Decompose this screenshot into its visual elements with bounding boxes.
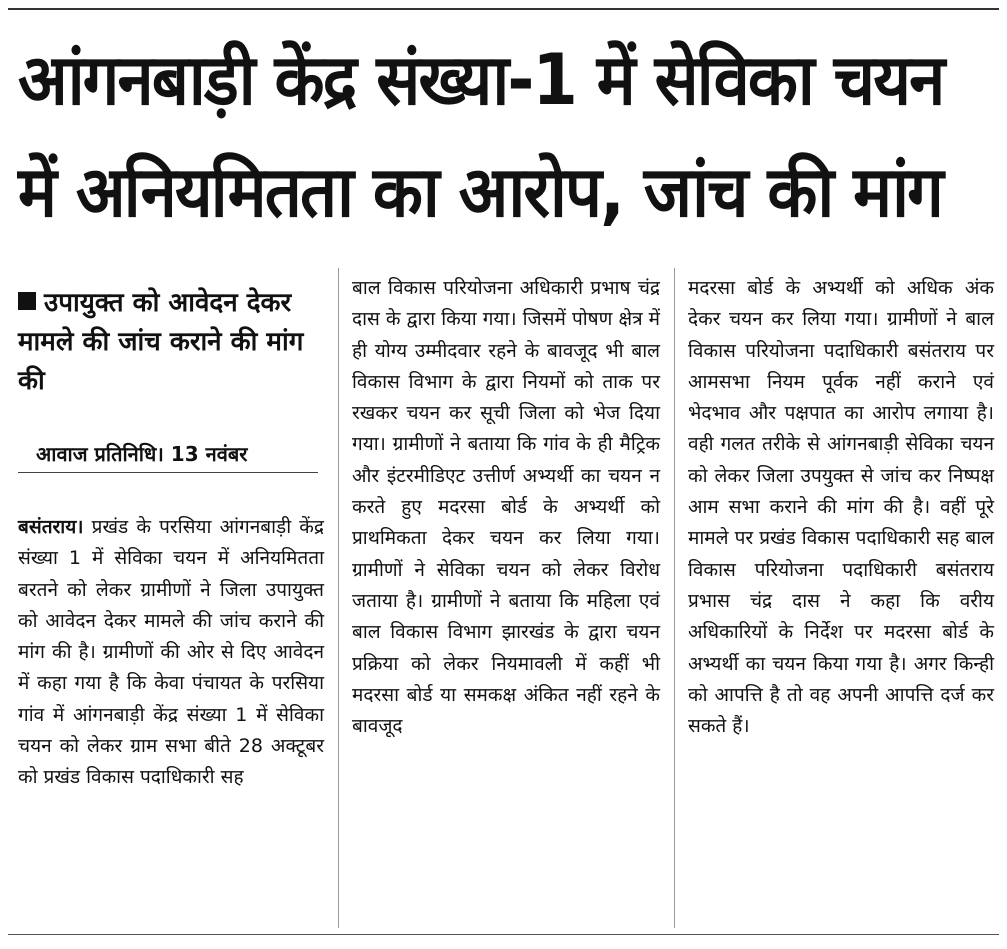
column-divider (674, 268, 675, 928)
column-1-text: प्रखंड के परसिया आंगनबाड़ी केंद्र संख्या 1 में सेविका चयन में अनियमितता बरतने को लेकर ग्रामीणों ने जिला उपायुक्त को आवेदन देकर मामले की जांच कराने की मांग की है। ग्रामीणों की ओर से दिए आवेदन में कहा गया है कि केवा पंचायत के परसिया गांव में आंगनबाड़ी केंद्र संख्या 1 में सेविका चयन को लेकर ग्राम सभा बीते 28 अक्टूबर को प्रखंड विकास पदाधिकारी सह (18, 516, 324, 789)
headline-line-1: आंगनबाड़ी केंद्र संख्या-1 में सेविका चयन (18, 39, 944, 121)
column-2-text: बाल विकास परियोजना अधिकारी प्रभाष चंद्र दास के द्वारा किया गया। जिसमें पोषण क्षेत्र में ही योग्य उम्मीदवार रहने के बावजूद भी बाल विकास विभाग के द्वारा नियमों को ताक पर रखकर चयन कर सूची जिला को भेज दिया गया। ग्रामीणों ने बताया कि गांव के ही मैट्रिक और इंटरमीडिएट उत्तीर्ण अभ्यर्थी का चयन न करते हुए मदरसा बोर्ड के अभ्यर्थी को प्राथमिकता देकर चयन कर लिया गया। ग्रामीणों ने सेविका चयन को लेकर विरोध जताया है। ग्रामीणों ने बताया कि महिला एवं बाल विकास विभाग झारखंड के द्वारा चयन प्रक्रिया को लेकर नियमावली में कहीं भी मदरसा बोर्ड या समकक्ष अंकित नहीं रहने के बावजूद (352, 277, 660, 738)
article-column-3 (688, 273, 994, 742)
column-3-text: मदरसा बोर्ड के अभ्यर्थी को अधिक अंक देकर चयन कर लिया गया। ग्रामीणों ने बाल विकास परियोजना पदाधिकारी बसंतराय पर आमसभा नियम पूर्वक नहीं कराने एवं भेदभाव और पक्षपात का आरोप लगाया है। वही गलत तरीके से आंगनबाड़ी सेविका चयन को लेकर जिला उपयुक्त से जांच कर निष्पक्ष आम सभा कराने की मांग की है। वहीं पूरे मामले पर प्रखंड विकास पदाधिकारी सह बाल विकास परियोजना पदाधिकारी बसंतराय प्रभास चंद्र दास ने कहा कि वरीय अधिकारियों के निर्देश पर मदरसा बोर्ड के अभ्यर्थी का चयन किया गया है। अगर किन्ही को आपत्ति है तो वह अपनी आपत्ति दर्ज कर सकते हैं। (688, 277, 994, 738)
bottom-rule (8, 934, 999, 935)
dateline: बसंतराय। (18, 516, 84, 538)
article-column-2 (352, 273, 660, 742)
column-divider (338, 268, 339, 928)
article-column-1 (18, 512, 324, 794)
headline-line-2: में अनियमितता का आरोप, जांच की मांग (18, 151, 942, 233)
headline (18, 24, 944, 248)
top-rule (8, 8, 999, 10)
byline: आवाज प्रतिनिधि। 13 नवंबर (36, 442, 248, 466)
subheadline (18, 284, 318, 401)
subheadline-text: उपायुक्त को आवेदन देकर मामले की जांच कराने की मांग की (18, 288, 304, 396)
square-bullet-icon (18, 292, 36, 310)
byline-rule (18, 472, 318, 473)
